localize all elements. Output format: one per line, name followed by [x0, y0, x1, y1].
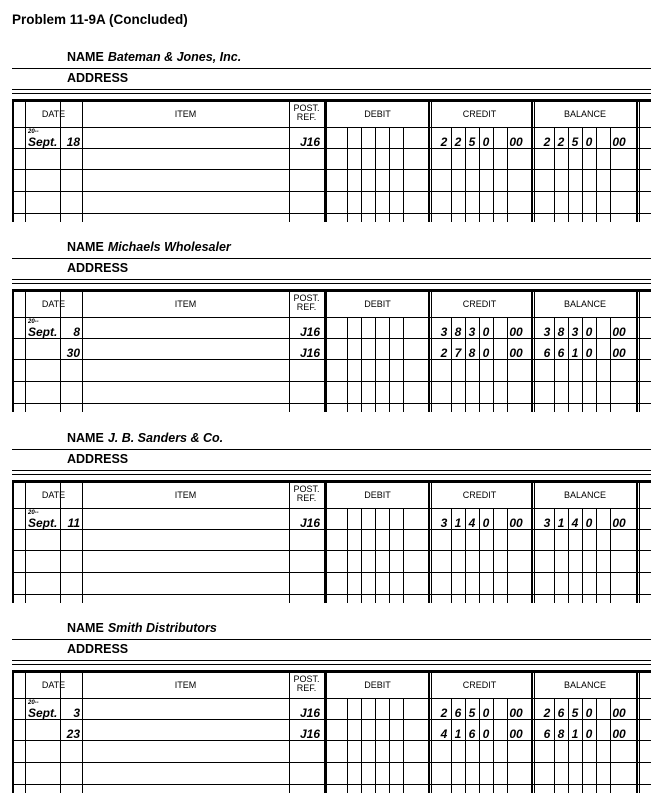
address-rule: [12, 93, 651, 94]
digit-divider: [347, 698, 348, 793]
ledger-form: [0, 240, 653, 430]
grid-vline: [428, 481, 430, 603]
digit-divider: [389, 698, 390, 793]
credit-digit: 1: [454, 516, 462, 530]
balance-digit: 2: [543, 135, 551, 149]
year-label: 20--: [28, 700, 39, 706]
grid-vline: [531, 290, 533, 412]
digit-divider: [389, 508, 390, 603]
balance-cents: 00: [612, 516, 626, 530]
account-name-row: [67, 240, 231, 254]
post-ref: J16: [299, 706, 320, 720]
credit-digit: 8: [468, 346, 476, 360]
digit-divider: [347, 127, 348, 222]
grid-vline: [636, 671, 638, 793]
item-header: ITEM: [174, 679, 197, 690]
post-ref: J16: [299, 516, 320, 530]
date-day: 8: [73, 325, 80, 339]
account-name: Michaels Wholesaler: [107, 240, 231, 254]
credit-digit: 0: [482, 727, 490, 741]
balance-header: BALANCE: [563, 298, 607, 309]
grid-vline: [531, 481, 533, 603]
date-header: DATE: [41, 489, 66, 500]
digit-divider: [389, 127, 390, 222]
digit-divider: [375, 698, 376, 793]
row-rule: [12, 213, 651, 214]
digit-divider: [389, 317, 390, 412]
credit-digit: 2: [440, 135, 448, 149]
table-header-top: [12, 100, 651, 102]
post-ref-header: [289, 482, 324, 506]
balance-digit: 5: [571, 706, 579, 720]
digit-divider: [361, 698, 362, 793]
item-header: ITEM: [174, 298, 197, 309]
credit-digit: 4: [468, 516, 476, 530]
credit-digit: 5: [468, 135, 476, 149]
digit-divider: [596, 127, 597, 222]
name-rule: [12, 639, 651, 640]
credit-digit: 3: [440, 516, 448, 530]
row-rule: [12, 529, 651, 530]
digit-divider: [375, 317, 376, 412]
row-rule: [12, 740, 651, 741]
balance-header: BALANCE: [563, 489, 607, 500]
credit-cents: 00: [509, 727, 523, 741]
post-ref-header: [289, 672, 324, 696]
credit-header: CREDIT: [462, 108, 497, 119]
credit-digit: 2: [454, 135, 462, 149]
post-ref-header-line1: POST.: [293, 674, 320, 684]
table-header-bottom: [12, 127, 651, 128]
credit-digit: 7: [454, 346, 462, 360]
credit-cents: 00: [509, 516, 523, 530]
address-rule: [12, 283, 651, 284]
digit-divider: [493, 127, 494, 222]
post-ref-header-line1: POST.: [293, 484, 320, 494]
date-day: 3: [73, 706, 80, 720]
credit-digit: 0: [482, 346, 490, 360]
digit-divider: [347, 317, 348, 412]
post-ref: J16: [299, 135, 320, 149]
address-rule: [12, 89, 651, 90]
grid-vline: [639, 671, 640, 793]
grid-vline: [12, 481, 14, 603]
account-name: Bateman & Jones, Inc.: [107, 50, 242, 64]
name-label: NAME: [67, 431, 104, 445]
table-header-bottom: [12, 317, 651, 318]
credit-digit: 2: [440, 706, 448, 720]
cents-divider: [403, 317, 404, 412]
post-ref: J16: [299, 346, 320, 360]
balance-digit: 2: [543, 706, 551, 720]
balance-digit: 6: [557, 706, 565, 720]
cents-divider: [403, 508, 404, 603]
address-rule: [12, 660, 651, 661]
digit-divider: [361, 508, 362, 603]
ledger-form: [0, 431, 653, 621]
post-ref-header-line2: REF.: [296, 493, 317, 503]
date-day: 30: [66, 346, 80, 360]
grid-vline: [636, 481, 638, 603]
year-label: 20--: [28, 510, 39, 516]
address-rule: [12, 470, 651, 471]
credit-cents: 00: [509, 325, 523, 339]
balance-digit: 0: [585, 325, 593, 339]
debit-header: DEBIT: [364, 489, 391, 500]
credit-digit: 2: [440, 346, 448, 360]
date-header: DATE: [41, 298, 66, 309]
balance-digit: 0: [585, 706, 593, 720]
post-ref-header-line2: REF.: [296, 112, 317, 122]
date-month: Sept.: [28, 706, 58, 720]
balance-digit: 4: [571, 516, 579, 530]
table-header-top: [12, 290, 651, 292]
name-rule: [12, 68, 651, 69]
cents-divider: [403, 127, 404, 222]
balance-digit: 0: [585, 727, 593, 741]
date-header: DATE: [41, 108, 66, 119]
balance-header: BALANCE: [563, 679, 607, 690]
digit-divider: [375, 508, 376, 603]
digit-divider: [493, 698, 494, 793]
balance-digit: 0: [585, 516, 593, 530]
row-rule: [12, 191, 651, 192]
grid-vline: [12, 290, 14, 412]
credit-digit: 0: [482, 325, 490, 339]
credit-header: CREDIT: [462, 298, 497, 309]
cents-divider: [403, 698, 404, 793]
balance-digit: 6: [557, 346, 565, 360]
digit-divider: [361, 127, 362, 222]
address-label: ADDRESS: [67, 261, 129, 275]
row-rule: [12, 719, 651, 720]
row-rule: [12, 594, 651, 595]
account-name: Smith Distributors: [107, 621, 217, 635]
row-rule: [12, 148, 651, 149]
balance-cents: 00: [612, 135, 626, 149]
table-header-bottom: [12, 698, 651, 699]
balance-digit: 1: [557, 516, 565, 530]
grid-vline: [636, 290, 638, 412]
name-rule: [12, 449, 651, 450]
balance-cents: 00: [612, 727, 626, 741]
post-ref-header: [289, 291, 324, 315]
balance-cents: 00: [612, 325, 626, 339]
row-rule: [12, 403, 651, 404]
item-header: ITEM: [174, 108, 197, 119]
item-header: ITEM: [174, 489, 197, 500]
balance-digit: 2: [557, 135, 565, 149]
date-day: 11: [67, 516, 80, 530]
credit-digit: 0: [482, 516, 490, 530]
address-rule: [12, 279, 651, 280]
grid-vline: [636, 100, 638, 222]
name-rule: [12, 258, 651, 259]
table-header-bottom: [12, 508, 651, 509]
digit-divider: [375, 127, 376, 222]
balance-digit: 3: [543, 325, 551, 339]
digit-divider: [361, 317, 362, 412]
credit-digit: 5: [468, 706, 476, 720]
balance-digit: 8: [557, 325, 565, 339]
row-rule: [12, 784, 651, 785]
debit-header: DEBIT: [364, 679, 391, 690]
row-rule: [12, 550, 651, 551]
credit-digit: 6: [454, 706, 462, 720]
digit-divider: [493, 317, 494, 412]
row-rule: [12, 169, 651, 170]
credit-digit: 0: [482, 135, 490, 149]
grid-vline: [531, 671, 533, 793]
balance-digit: 3: [571, 325, 579, 339]
account-name-row: [67, 50, 241, 64]
credit-digit: 8: [454, 325, 462, 339]
row-rule: [12, 338, 651, 339]
grid-vline: [531, 100, 533, 222]
balance-digit: 0: [585, 135, 593, 149]
balance-header: BALANCE: [563, 108, 607, 119]
credit-header: CREDIT: [462, 489, 497, 500]
credit-digit: 3: [440, 325, 448, 339]
date-day: 23: [66, 727, 80, 741]
credit-cents: 00: [509, 346, 523, 360]
table-header-top: [12, 481, 651, 483]
grid-vline: [12, 100, 14, 222]
grid-vline: [428, 671, 430, 793]
account-name-row: [67, 621, 217, 635]
digit-divider: [596, 508, 597, 603]
balance-digit: 5: [571, 135, 579, 149]
address-label: ADDRESS: [67, 452, 129, 466]
name-label: NAME: [67, 240, 104, 254]
table-header-top: [12, 671, 651, 673]
post-ref: J16: [299, 727, 320, 741]
row-rule: [12, 762, 651, 763]
grid-vline: [12, 671, 14, 793]
digit-divider: [493, 508, 494, 603]
balance-digit: 8: [557, 727, 565, 741]
digit-divider: [347, 508, 348, 603]
balance-digit: 6: [543, 727, 551, 741]
name-label: NAME: [67, 50, 104, 64]
balance-cents: 00: [612, 346, 626, 360]
credit-cents: 00: [509, 706, 523, 720]
grid-vline: [639, 481, 640, 603]
ledger-form: [0, 621, 653, 811]
year-label: 20--: [28, 129, 39, 135]
digit-divider: [596, 317, 597, 412]
date-day: 18: [66, 135, 80, 149]
balance-digit: 1: [571, 346, 579, 360]
row-rule: [12, 572, 651, 573]
credit-header: CREDIT: [462, 679, 497, 690]
post-ref: J16: [299, 325, 320, 339]
page-title: Problem 11-9A (Concluded): [12, 12, 188, 27]
name-label: NAME: [67, 621, 104, 635]
credit-digit: 0: [482, 706, 490, 720]
balance-digit: 6: [543, 346, 551, 360]
balance-cents: 00: [612, 706, 626, 720]
date-month: Sept.: [28, 516, 58, 530]
debit-header: DEBIT: [364, 108, 391, 119]
grid-vline: [428, 290, 430, 412]
grid-vline: [428, 100, 430, 222]
year-label: 20--: [28, 319, 39, 325]
post-ref-header-line1: POST.: [293, 293, 320, 303]
address-rule: [12, 664, 651, 665]
balance-digit: 1: [571, 727, 579, 741]
digit-divider: [596, 698, 597, 793]
post-ref-header-line2: REF.: [296, 302, 317, 312]
balance-digit: 3: [543, 516, 551, 530]
post-ref-header: [289, 101, 324, 125]
debit-header: DEBIT: [364, 298, 391, 309]
balance-digit: 0: [585, 346, 593, 360]
credit-digit: 1: [454, 727, 462, 741]
date-month: Sept.: [28, 325, 58, 339]
row-rule: [12, 359, 651, 360]
date-month: Sept.: [28, 135, 58, 149]
ledger-form: [0, 50, 653, 240]
grid-vline: [639, 290, 640, 412]
credit-digit: 3: [468, 325, 476, 339]
post-ref-header-line2: REF.: [296, 683, 317, 693]
address-label: ADDRESS: [67, 642, 129, 656]
address-label: ADDRESS: [67, 71, 129, 85]
address-rule: [12, 474, 651, 475]
account-name-row: [67, 431, 223, 445]
post-ref-header-line1: POST.: [293, 103, 320, 113]
credit-digit: 6: [468, 727, 476, 741]
account-name: J. B. Sanders & Co.: [107, 431, 224, 445]
credit-digit: 4: [440, 727, 448, 741]
grid-vline: [639, 100, 640, 222]
credit-cents: 00: [509, 135, 523, 149]
row-rule: [12, 381, 651, 382]
date-header: DATE: [41, 679, 66, 690]
